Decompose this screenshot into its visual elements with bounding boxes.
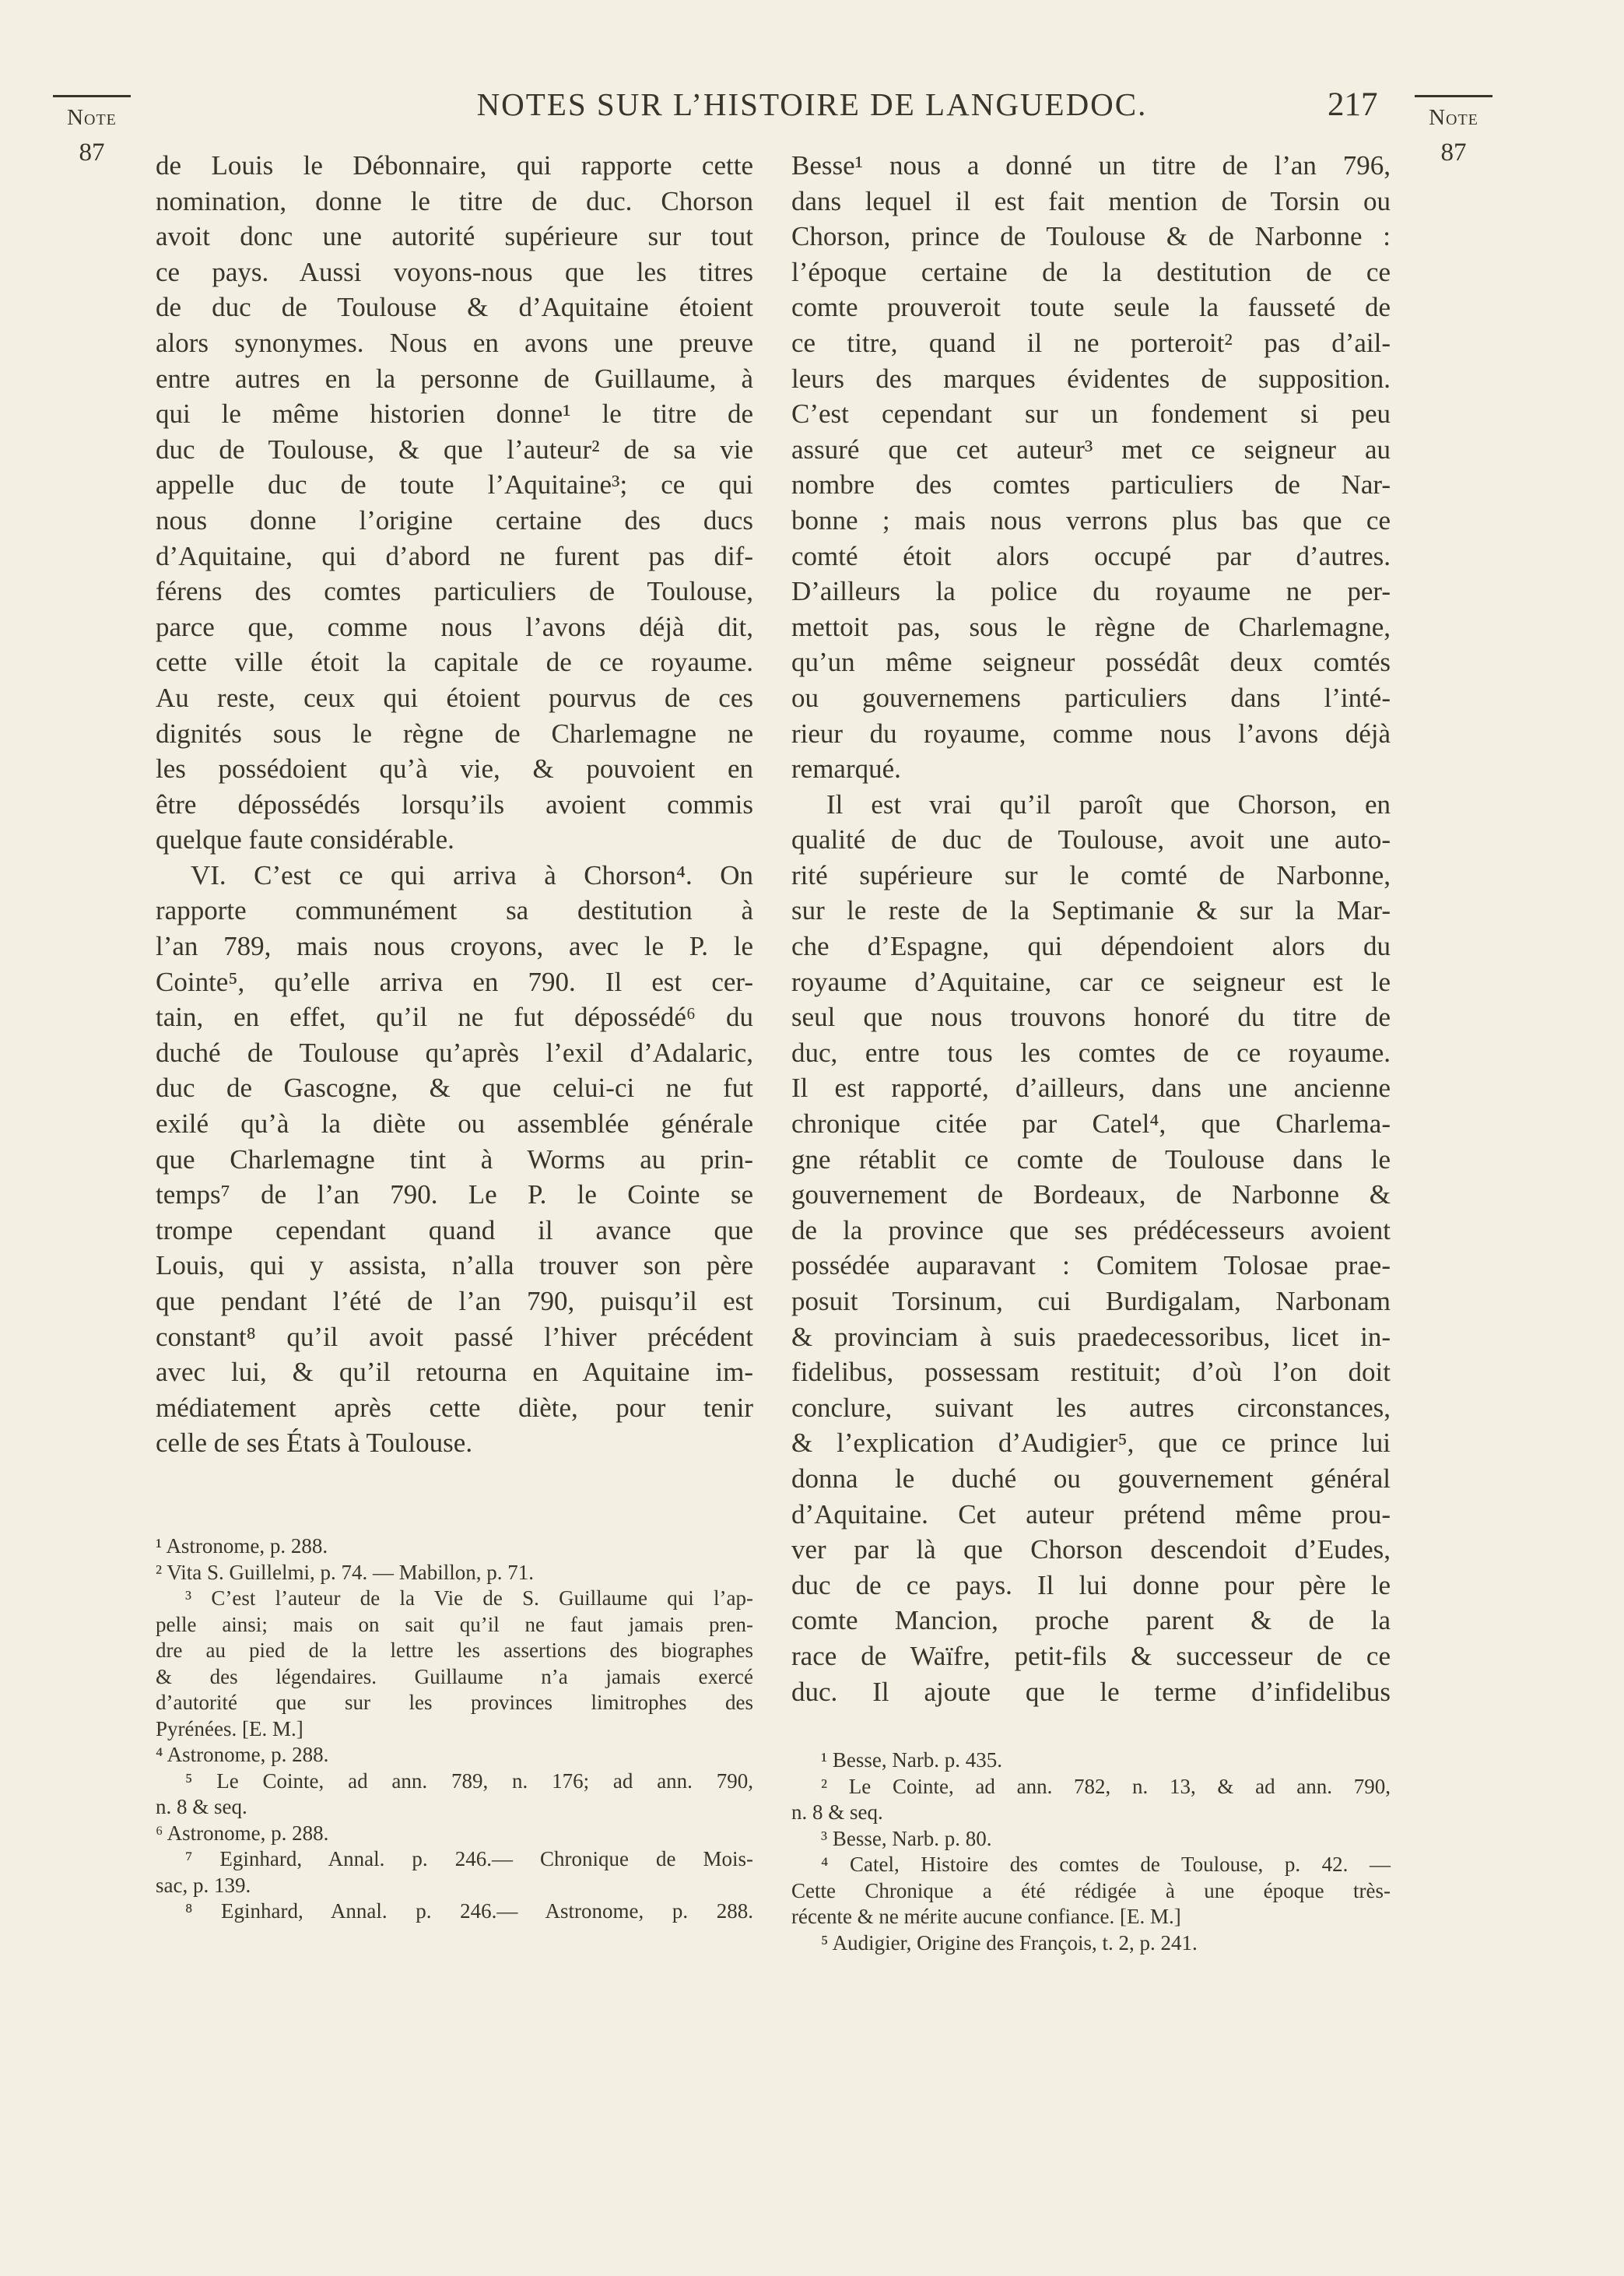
text-line: temps⁷ de l’an 790. Le P. le Cointe se — [156, 1179, 753, 1210]
text-line: tain, en effet, qu’il ne fut dépossédé⁶ du — [156, 1002, 753, 1033]
text-line: dans lequel il est fait mention de Torsin ou — [791, 185, 1391, 216]
text-line: chronique citée par Catel⁴, que Charlema- — [791, 1108, 1391, 1140]
text-line: qu’un même seigneur possédât deux comtés — [791, 647, 1391, 678]
footnote-line: Pyrénées. [E. M.] — [156, 1716, 303, 1740]
text-line: avec lui, & qu’il retourna en Aquitaine im- — [156, 1357, 753, 1388]
text-line: D’ailleurs la police du royaume ne per- — [791, 576, 1391, 607]
text-line: ce pays. Aussi voyons-nous que les titres — [156, 256, 753, 287]
footnote-line: ² Le Cointe, ad ann. 782, n. 13, & ad ann. 790, — [821, 1774, 1391, 1798]
text-line: que pendant l’été de l’an 790, puisqu’il est — [156, 1286, 753, 1316]
text-line: qualité de duc de Toulouse, avoit une auto- — [791, 824, 1391, 855]
text-line: les possédoient qu’à vie, & pouvoient en — [156, 753, 753, 785]
text-line: assuré que cet auteur³ met ce seigneur au — [791, 434, 1391, 465]
text-line: mettoit pas, sous le règne de Charlemagne, — [791, 611, 1391, 642]
text-line: & l’explication d’Audigier⁵, que ce prince lui — [791, 1428, 1391, 1459]
text-line: de duc de Toulouse & d’Aquitaine étoient — [156, 292, 753, 323]
footnote-line: dre au pied de la lettre les assertions des biographes — [156, 1639, 753, 1662]
text-line: avoit donc une autorité supérieure sur tout — [156, 221, 753, 252]
text-line: gouvernement de Bordeaux, de Narbonne & — [791, 1179, 1391, 1210]
footnote-line: ⁷ Eginhard, Annal. p. 246.— Chronique de Mois- — [185, 1847, 753, 1870]
text-line: C’est cependant sur un fondement si peu — [791, 399, 1391, 430]
text-line: constant⁸ qu’il avoit passé l’hiver précédent — [156, 1321, 753, 1352]
text-line: de la province que ses prédécesseurs avoient — [791, 1214, 1391, 1245]
margin-rule — [1415, 95, 1492, 97]
text-line: qui le même historien donne¹ le titre de — [156, 399, 753, 430]
footnote-line: ⁵ Audigier, Origine des François, t. 2, p. 241. — [821, 1930, 1198, 1955]
text-line: Chorson, prince de Toulouse & de Narbonne : — [791, 221, 1391, 252]
footnote-line: & des légendaires. Guillaume n’a jamais exercé — [156, 1664, 753, 1688]
text-line: rieur du royaume, comme nous l’avons déjà — [791, 718, 1391, 749]
text-line: de Louis le Débonnaire, qui rapporte cette — [156, 150, 753, 181]
text-line: comté étoit alors occupé par d’autres. — [791, 540, 1391, 571]
text-line: trompe cependant quand il avance que — [156, 1214, 753, 1245]
margin-note-label: Note — [1429, 105, 1478, 130]
text-line: celle de ses États à Toulouse. — [156, 1428, 473, 1459]
text-line: appelle duc de toute l’Aquitaine³; ce qui — [156, 469, 753, 501]
text-line: férens des comtes particuliers de Toulouse, — [156, 576, 753, 607]
text-line: cette ville étoit la capitale de ce royaume. — [156, 647, 753, 678]
text-line: conclure, suivant les autres circonstances, — [791, 1392, 1391, 1423]
footnote-line: ¹ Astronome, p. 288. — [156, 1534, 328, 1558]
text-line: exilé qu’à la diète ou assemblée générale — [156, 1108, 753, 1140]
text-line: duc. Il ajoute que le terme d’infidelibus — [791, 1676, 1391, 1707]
text-line: remarqué. — [791, 753, 901, 785]
footnote-line: ⁵ Le Cointe, ad ann. 789, n. 176; ad ann. 790, — [185, 1768, 753, 1793]
footnote-line: récente & ne mérite aucune confiance. [E. M.] — [791, 1905, 1181, 1928]
text-line: ou gouvernemens particuliers dans l’inté- — [791, 682, 1391, 713]
running-title: NOTES SUR L’HISTOIRE DE LANGUEDOC. — [476, 86, 1148, 122]
right-column-footnotes — [791, 1747, 1391, 1956]
text-line: duc, entre tous les comtes de ce royaume. — [791, 1037, 1391, 1068]
text-line: posuit Torsinum, cui Burdigalam, Narbonam — [791, 1286, 1391, 1316]
text-line: comte Mancion, proche parent & de la — [791, 1605, 1391, 1636]
text-line: entre autres en la personne de Guillaume, à — [156, 363, 753, 394]
margin-note-number: 87 — [79, 139, 105, 167]
text-line: ver par là que Chorson descendoit d’Eudes, — [791, 1534, 1391, 1565]
text-line: être dépossédés lorsqu’ils avoient commis — [156, 789, 753, 820]
text-line: Cointe⁵, qu’elle arriva en 790. Il est cer- — [156, 966, 753, 997]
footnote-line: sac, p. 139. — [156, 1873, 251, 1897]
footnote-line: ⁸ Eginhard, Annal. p. 246.— Astronome, p. 288. — [185, 1899, 753, 1923]
text-line: duché de Toulouse qu’après l’exil d’Adalaric, — [156, 1037, 753, 1068]
text-line: Il est vrai qu’il paroît que Chorson, en — [826, 789, 1391, 820]
footnote-line: Cette Chronique a été rédigée à une époque très- — [791, 1878, 1391, 1902]
text-line: seul que nous trouvons honoré du titre de — [791, 1002, 1391, 1033]
text-line: fidelibus, possessam restituit; d’où l’on doit — [791, 1357, 1391, 1388]
margin-note-label: Note — [67, 105, 117, 130]
text-line: royaume d’Aquitaine, car ce seigneur est le — [791, 966, 1391, 997]
footnote-line: n. 8 & seq. — [156, 1795, 247, 1818]
text-line: l’époque certaine de la destitution de ce — [791, 256, 1391, 287]
footnote-line: ³ C’est l’auteur de la Vie de S. Guillaume qui l’ap- — [185, 1586, 753, 1610]
text-line: Au reste, ceux qui étoient pourvus de ces — [156, 682, 753, 713]
text-line: d’Aquitaine. Cet auteur prétend même prou- — [791, 1498, 1391, 1530]
text-line: médiatement après cette diète, pour tenir — [156, 1392, 753, 1423]
footnote-line: ⁴ Astronome, p. 288. — [156, 1743, 329, 1766]
text-line: Besse¹ nous a donné un titre de l’an 796, — [791, 150, 1391, 181]
footnote-line: ⁴ Catel, Histoire des comtes de Toulouse, p. 42. — — [821, 1853, 1391, 1876]
text-line: d’Aquitaine, qui d’abord ne furent pas dif- — [156, 540, 753, 571]
text-line: l’an 789, mais nous croyons, avec le P. le — [156, 931, 753, 962]
footnote-line: ³ Besse, Narb. p. 80. — [821, 1826, 992, 1850]
text-line: Louis, qui y assista, n’alla trouver son père — [156, 1250, 753, 1281]
text-line: dignités sous le règne de Charlemagne ne — [156, 718, 753, 749]
text-line: che d’Espagne, qui dépendoient alors du — [791, 931, 1391, 962]
text-line: possédée auparavant : Comitem Tolosae prae- — [791, 1250, 1391, 1281]
margin-rule — [53, 95, 131, 97]
text-line: rité supérieure sur le comté de Narbonne, — [791, 859, 1391, 890]
text-line: ce titre, quand il ne porteroit² pas d’ail- — [791, 327, 1391, 358]
text-line: comte prouveroit toute seule la fausseté de — [791, 292, 1391, 323]
footnote-line: pelle ainsi; mais on sait qu’il ne faut jamais pren- — [156, 1612, 753, 1636]
text-line: & provinciam à suis praedecessoribus, licet in- — [791, 1321, 1391, 1352]
text-line: que Charlemagne tint à Worms au prin- — [156, 1143, 753, 1175]
margin-note-number: 87 — [1440, 139, 1467, 167]
margin-note-left — [53, 95, 131, 167]
text-line: VI. C’est ce qui arriva à Chorson⁴. On — [191, 859, 753, 890]
text-line: nombre des comtes particuliers de Nar- — [791, 469, 1391, 501]
page-number: 217 — [1328, 86, 1378, 123]
text-line: sur le reste de la Septimanie & sur la Mar- — [791, 895, 1391, 926]
text-line: nous donne l’origine certaine des ducs — [156, 504, 753, 536]
footnote-line: ² Vita S. Guillelmi, p. 74. — Mabillon, p. 71. — [156, 1560, 534, 1584]
text-line: rapporte communément sa destitution à — [156, 895, 753, 926]
text-line: parce que, comme nous l’avons déjà dit, — [156, 611, 753, 642]
text-line: bonne ; mais nous verrons plus bas que ce — [791, 504, 1391, 536]
footnote-line: n. 8 & seq. — [791, 1800, 883, 1824]
left-column-footnotes — [156, 1533, 753, 1925]
left-column-text — [156, 148, 753, 1461]
text-line: race de Waïfre, petit-fils & successeur de ce — [791, 1640, 1391, 1671]
text-line: gne rétablit ce comte de Toulouse dans le — [791, 1143, 1391, 1175]
footnote-line: ⁶ Astronome, p. 288. — [156, 1821, 329, 1845]
margin-note-right — [1415, 95, 1492, 167]
text-line: leurs des marques évidentes de supposition. — [791, 363, 1391, 394]
text-line: quelque faute considérable. — [156, 824, 454, 855]
text-line: nomination, donne le titre de duc. Chorson — [156, 185, 753, 216]
text-line: alors synonymes. Nous en avons une preuve — [156, 327, 753, 358]
text-line: donna le duché ou gouvernement général — [791, 1463, 1391, 1494]
footnote-line: d’autorité que sur les provinces limitrophes des — [156, 1691, 753, 1714]
text-line: duc de Gascogne, & que celui-ci ne fut — [156, 1073, 753, 1104]
text-line: Il est rapporté, d’ailleurs, dans une ancienne — [791, 1073, 1391, 1104]
text-line: duc de Toulouse, & que l’auteur² de sa vie — [156, 434, 753, 465]
text-line: duc de ce pays. Il lui donne pour père le — [791, 1569, 1391, 1600]
footnote-line: ¹ Besse, Narb. p. 435. — [821, 1748, 1003, 1772]
right-column-text — [791, 148, 1391, 1709]
